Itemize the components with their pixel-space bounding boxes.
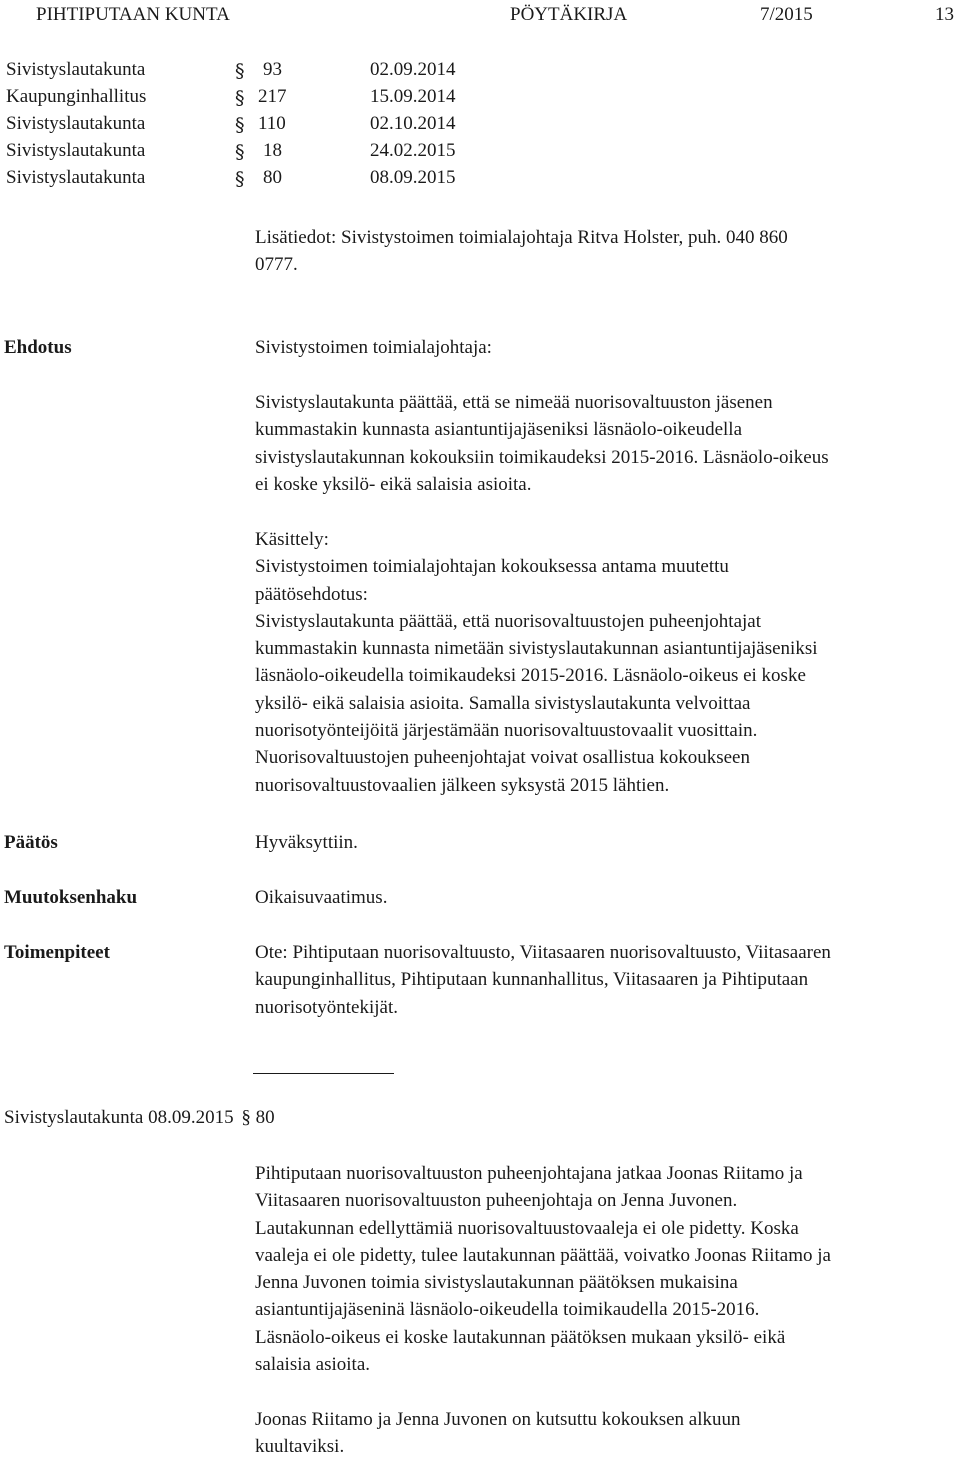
ehdotus-line: sivistyslautakunnan kokouksiin toimikaudeksi 2015-2016. Läsnäolo-oikeus <box>255 446 829 468</box>
followup-line: salaisia asioita. <box>255 1354 371 1376</box>
followup-line: Jenna Juvonen toimia sivistyslautakunnan päätöksen mukaisina <box>255 1272 738 1294</box>
muutoksenhaku-text <box>255 884 960 911</box>
kasittely-line: Sivistystoimen toimialajohtajan kokouksessa antama muutettu <box>255 556 729 578</box>
kasittely-line: Käsittely: <box>255 529 329 550</box>
paatos-line: Hyväksyttiin. <box>255 832 358 853</box>
ehdotus-line: ei koske yksilö- eikä salaisia asioita. <box>255 473 532 495</box>
followup-title: Sivistyslautakunta 08.09.2015 <box>4 1107 234 1128</box>
history-row <box>0 83 960 110</box>
history-body: Sivistyslautakunta <box>6 167 146 188</box>
section-sign-icon <box>234 61 251 80</box>
history-section: 18 <box>263 140 282 161</box>
followup-line: Joonas Riitamo ja Jenna Juvonen on kutsuttu kokouksen alkuun <box>255 1409 741 1430</box>
section-sign-icon <box>234 169 251 188</box>
history-date: 08.09.2015 <box>370 167 456 188</box>
section-sign-icon <box>234 88 251 107</box>
followup-line: vaaleja ei ole pidetty, tulee lautakunnan päättää, voivatko Joonas Riitamo ja <box>255 1244 831 1266</box>
history-row <box>0 56 960 83</box>
muutoksenhaku-line: Oikaisuvaatimus. <box>255 887 388 908</box>
svg-text:§: § <box>235 169 245 188</box>
toimenpiteet-text <box>255 939 960 1021</box>
paatos-label: Päätös <box>4 832 58 853</box>
followup-line: kuultaviksi. <box>255 1436 345 1458</box>
ehdotus-proposer <box>255 334 960 361</box>
toimenpiteet-label: Toimenpiteet <box>4 942 110 963</box>
history-date: 02.10.2014 <box>370 113 456 134</box>
toimenpiteet-line: Ote: Pihtiputaan nuorisovaltuusto, Viitasaaren nuorisovaltuusto, Viitasaaren <box>255 942 831 963</box>
followup-line: Viitasaaren nuorisovaltuuston puheenjohtaja on Jenna Juvonen. <box>255 1190 738 1212</box>
header-page-number: 13 <box>935 4 954 25</box>
followup-line: Pihtiputaan nuorisovaltuuston puheenjohtajana jatkaa Joonas Riitamo ja <box>255 1163 803 1184</box>
kasittely-line: kummastakin kunnasta nimetään sivistyslautakunnan asiantuntijajäseniksi <box>255 638 818 660</box>
ehdotus-label: Ehdotus <box>4 337 72 358</box>
toimenpiteet-line: nuorisotyöntekijät. <box>255 996 399 1018</box>
history-body: Kaupunginhallitus <box>6 86 147 107</box>
ehdotus-line: Sivistyslautakunta päättää, että se nimeää nuorisovaltuuston jäsenen <box>255 392 773 413</box>
history-section: 110 <box>258 113 286 134</box>
ehdotus-text <box>255 389 960 498</box>
section-sign-icon <box>234 115 251 134</box>
paatos-text <box>255 829 960 856</box>
kasittely-line: Sivistyslautakunta päättää, että nuorisovaltuustojen puheenjohtajat <box>255 610 762 632</box>
svg-text:§: § <box>235 142 245 161</box>
followup-section: 80 <box>255 1107 275 1128</box>
followup-text-2 <box>255 1406 960 1461</box>
history-row <box>0 110 960 137</box>
muutoksenhaku-label: Muutoksenhaku <box>4 887 138 908</box>
followup-heading <box>4 1104 275 1131</box>
kasittely-line: läsnäolo-oikeudella toimikaudeksi 2015-2016. Läsnäolo-oikeus ei koske <box>255 665 806 687</box>
additional-info <box>255 224 960 279</box>
followup-line: asiantuntijajäseninä läsnäolo-oikeudella toimikaudella 2015-2016. <box>255 1299 760 1321</box>
info-line: Lisätiedot: Sivistystoimen toimialajohtaja Ritva Holster, puh. 040 860 <box>255 227 788 248</box>
svg-text:§: § <box>235 115 245 134</box>
history-row <box>0 164 960 191</box>
followup-line: Lautakunnan edellyttämiä nuorisovaltuustovaaleja ei ole pidetty. Koska <box>255 1217 799 1239</box>
kasittely-line: nuorisotyönteijöitä järjestämään nuorisovaltuustovaalit vuosittain. <box>255 720 758 742</box>
history-date: 24.02.2015 <box>370 140 456 161</box>
kasittely-line: päätösehdotus: <box>255 583 368 605</box>
history-section: 217 <box>258 86 287 107</box>
section-sign-icon: § <box>241 1107 251 1128</box>
followup-line: Läsnäolo-oikeus ei koske lautakunnan päätöksen mukaan yksilö- eikä <box>255 1326 786 1348</box>
history-row <box>0 137 960 164</box>
history-date: 15.09.2014 <box>370 86 456 107</box>
section-sign-icon <box>234 142 251 161</box>
header-number: 7/2015 <box>760 4 813 25</box>
history-section: 93 <box>263 59 282 80</box>
history-section: 80 <box>263 167 282 188</box>
history-date: 02.09.2014 <box>370 59 456 80</box>
kasittely-line: nuorisovaltuustovaalien jälkeen syksystä 2015 lähtien. <box>255 774 670 796</box>
header-doc-type: PÖYTÄKIRJA <box>510 4 628 25</box>
header-municipality: PIHTIPUTAAN KUNTA <box>36 4 230 25</box>
toimenpiteet-line: kaupunginhallitus, Pihtiputaan kunnanhallitus, Viitasaaren ja Pihtiputaan <box>255 969 809 991</box>
history-body: Sivistyslautakunta <box>6 140 146 161</box>
svg-text:§: § <box>235 88 245 107</box>
history-body: Sivistyslautakunta <box>6 59 146 80</box>
history-body: Sivistyslautakunta <box>6 113 146 134</box>
ehdotus-line: kummastakin kunnasta asiantuntijajäseniksi läsnäolo-oikeudella <box>255 419 743 441</box>
svg-text:§: § <box>235 61 245 80</box>
section-divider <box>253 1073 394 1074</box>
followup-text <box>255 1160 960 1378</box>
proposer-line: Sivistystoimen toimialajohtaja: <box>255 337 492 358</box>
kasittely-line: Nuorisovaltuustojen puheenjohtajat voivat osallistua kokoukseen <box>255 747 750 769</box>
kasittely-line: yksilö- eikä salaisia asioita. Samalla sivistyslautakunta velvoittaa <box>255 692 751 714</box>
info-line: 0777. <box>255 254 298 276</box>
kasittely-text <box>255 526 960 799</box>
